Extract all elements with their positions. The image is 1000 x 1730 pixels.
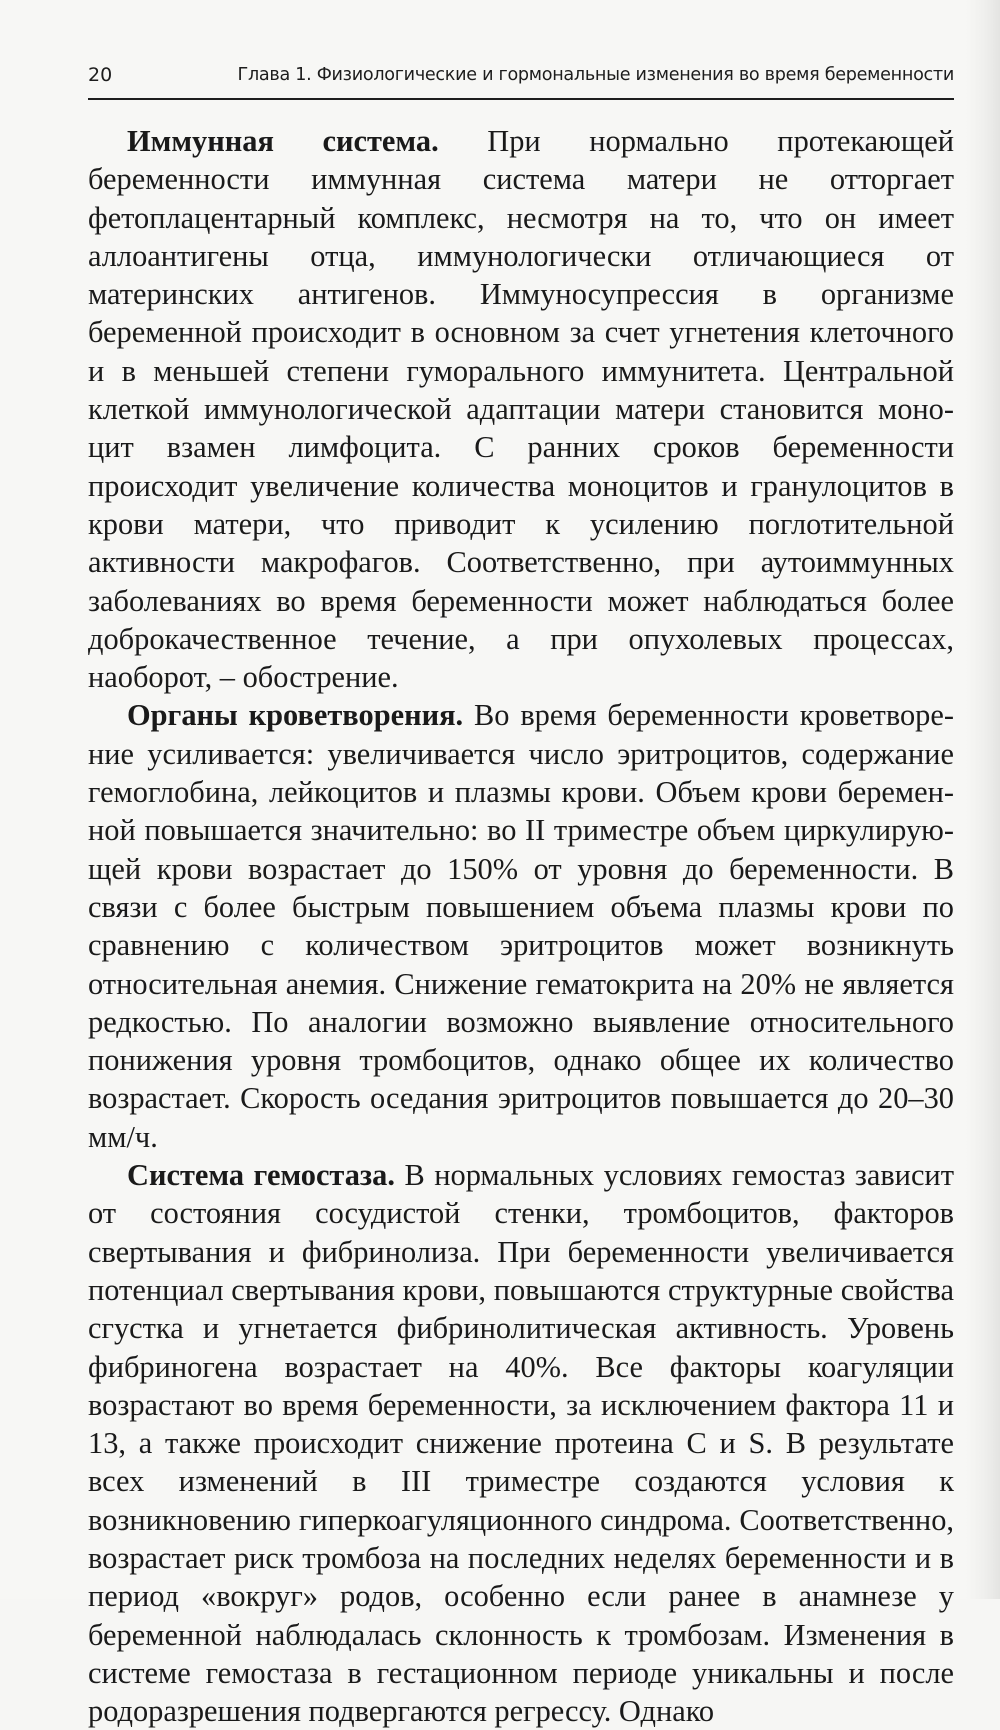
page-edge-shadow: [966, 0, 1000, 1599]
paragraph-text: В нормальных условиях гемостаз зависит от состояния сосудистой стенки, тромбоцитов, факторов свертывания и фибринолиза. При беременности увеличивается потенциал свертывания крови, повышаются структурные свойства сгустка и угнетается фибринолитическая активность. Уровень фибриногена возрастает на 40%. Все факторы коагуляции возрастают во время беременности, за исключением фактора 11 и 13, а также происходит снижение протеина С и S. В результате всех изменений в III триместре создаются условия к возникновению гиперкоагуляционного синдрома. Соответственно, возрастает риск тромбоза на последних неделях беременности и в период «вокруг» родов, особенно если ранее в анамнезе у беременной наблюдалась склонность к тромбозам. Изменения в системе гемостаза в гестационном периоде уникальны и после родоразрешения подвергаются регрессу. Однако: [88, 1158, 954, 1729]
paragraph-immune-system: [88, 122, 954, 696]
running-head: Глава 1. Физиологические и гормональные изменения во время беременности: [237, 65, 954, 85]
paragraph-title: Органы кроветворения.: [127, 698, 464, 733]
page-header: [88, 62, 954, 100]
paragraph-hemostasis: [88, 1156, 954, 1730]
paragraph-text: Во время беременности кроветворение усиливается: увеличивается число эритроцитов, содержание гемоглобина, лейкоцитов и плазмы крови. Объем крови беременной повышается значительно: во II триместре объем циркулирующей крови возрастает до 150% от уровня до беременности. В связи с более быстрым повышением объема плазмы крови по сравнению с количеством эритроцитов может возникнуть относительная анемия. Снижение гематокрита на 20% не является редкостью. По аналогии возможно выявление относительного понижения уровня тромбоцитов, однако общее их количество возрастает. Скорость оседания эритроцитов повышается до 20–30 мм/ч.: [88, 698, 954, 1154]
paragraph-title: Иммунная система.: [127, 124, 439, 158]
paragraph-title: Система гемостаза.: [127, 1158, 395, 1193]
page-number: 20: [88, 64, 113, 86]
paragraph-hematopoiesis: [88, 696, 954, 1156]
body-text: [88, 122, 954, 1730]
paragraph-text: При нормально протекающей беременности иммунная система матери не отторгает фетоплацентарный комплекс, несмотря на то, что он имеет аллоантигены отца, иммунологически отличающиеся от материнских антигенов. Иммуносупрессия в организме беременной происходит в основном за счет угнетения клеточного и в меньшей степени гуморального иммунитета. Центральной клеткой иммунологической адаптации матери становится моноцит взамен лимфоцита. С ранних сроков беременности происходит увеличение количества моноцитов и гранулоцитов в крови матери, что приводит к усилению поглотительной активности макрофагов. Соответственно, при аутоиммунных заболеваниях во время беременности может наблюдаться более доброкачественное течение, а при опухолевых процессах, наоборот, – обострение.: [88, 124, 954, 695]
